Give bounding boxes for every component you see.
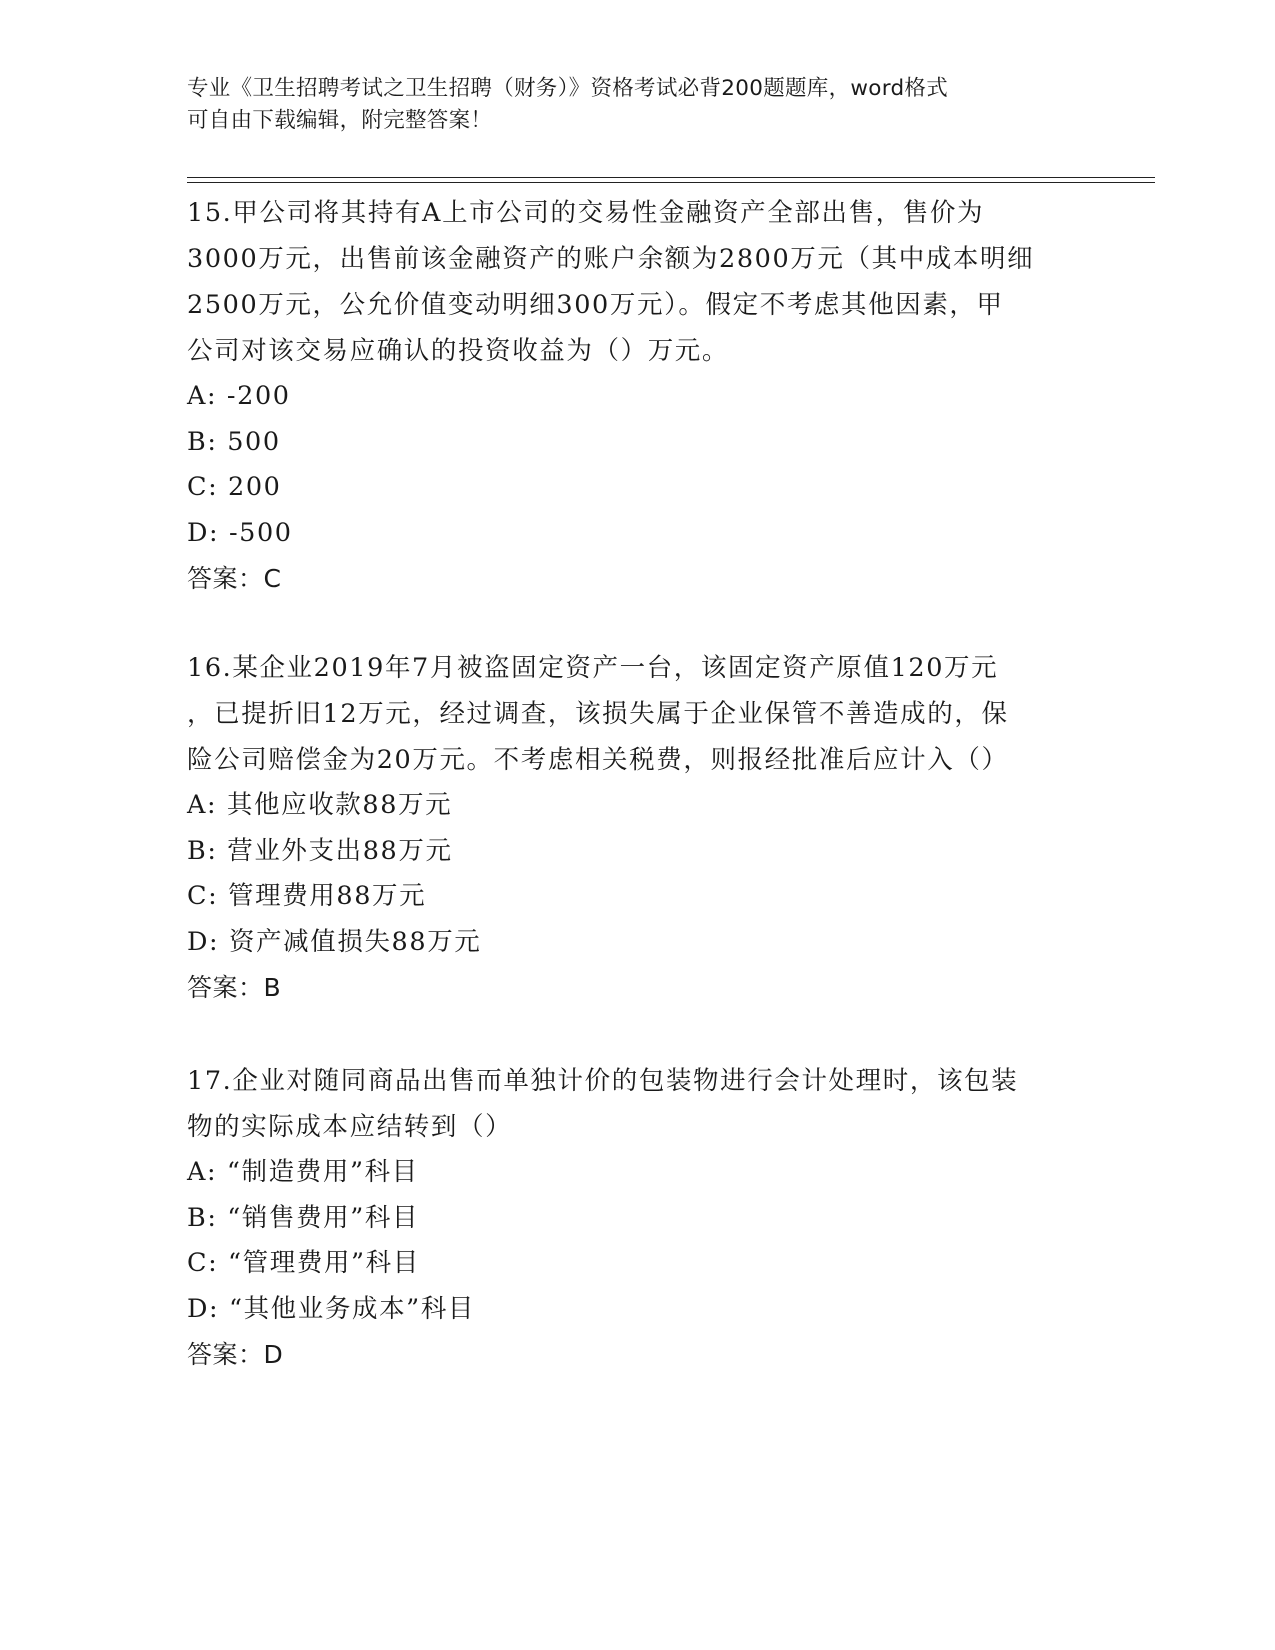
question-stem-line: ，已提折旧12万元，经过调查，该损失属于企业保管不善造成的，保 [187,699,1009,729]
question-stem-line: 险公司赔偿金为20万元。不考虑相关税费，则报经批准后应计入（） [187,745,1009,775]
option-d: D: -500 [187,517,293,548]
header-line-1: 专业《卫生招聘考试之卫生招聘（财务）》资格考试必背200题题库，word格式 [187,76,949,101]
option-d: D: “其他业务成本”科目 [187,1293,476,1324]
option-b: B: 营业外支出88万元 [187,835,453,866]
option-a: A: -200 [187,381,291,411]
question-17 [187,1058,1087,1378]
document-header [187,73,1087,137]
option-d: D: 资产减值损失88万元 [187,926,482,957]
header-divider-bottom [187,182,1155,183]
header-divider-top [187,177,1155,178]
question-stem-line: 3000万元，出售前该金融资产的账户余额为2800万元（其中成本明细 [187,244,1035,274]
question-stem-line: 16.某企业2019年7月被盗固定资产一台，该固定资产原值120万元 [187,653,999,683]
option-c: C: 200 [187,472,282,502]
question-15 [187,190,1087,602]
answer-line: 答案：B [187,973,282,1002]
option-c: C: “管理费用”科目 [187,1248,420,1278]
question-stem-line: 17.企业对随同商品出售而单独计价的包装物进行会计处理时，该包装 [187,1066,1019,1096]
header-line-2: 可自由下载编辑，附完整答案！ [187,108,493,133]
question-16 [187,645,1087,1011]
answer-line: 答案：C [187,564,282,593]
option-a: A: 其他应收款88万元 [187,790,453,820]
question-stem-line: 2500万元，公允价值变动明细300万元）。假定不考虑其他因素，甲 [187,290,1004,320]
question-stem-line: 15.甲公司将其持有A上市公司的交易性金融资产全部出售，售价为 [187,198,985,228]
answer-line: 答案：D [187,1340,284,1369]
option-b: B: “销售费用”科目 [187,1202,420,1233]
option-b: B: 500 [187,426,281,457]
question-stem-line: 公司对该交易应确认的投资收益为（）万元。 [187,336,730,366]
question-stem-line: 物的实际成本应结转到（） [187,1112,513,1142]
option-c: C: 管理费用88万元 [187,881,427,911]
option-a: A: “制造费用”科目 [187,1157,419,1187]
